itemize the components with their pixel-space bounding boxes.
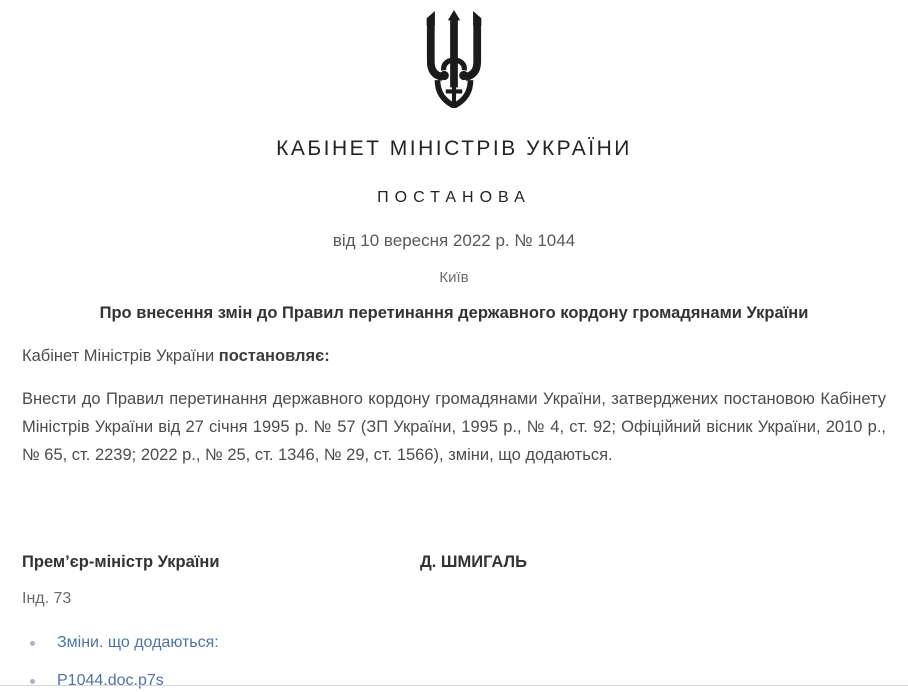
- attachment-link-changes[interactable]: Зміни. що додаються:: [57, 634, 219, 651]
- doc-title: Про внесення змін до Правил перетинання державного кордону громадянами України: [99, 304, 809, 322]
- doc-city: Київ: [439, 269, 469, 286]
- doc-date-number: від 10 вересня 2022 р. № 1044: [332, 231, 576, 250]
- attachment-list-item: [22, 632, 886, 654]
- ukraine-tryzub-icon: [423, 10, 485, 108]
- attachments-list: [22, 632, 886, 692]
- preamble: [22, 345, 886, 367]
- bullet-icon: [30, 679, 35, 684]
- attachment-list-item: [22, 670, 886, 692]
- bullet-icon: [30, 641, 35, 646]
- signer-position: Прем’єр-міністр України: [22, 553, 220, 571]
- preamble-resolves-bold: постановляє:: [218, 347, 330, 365]
- org-name-heading: КАБІНЕТ МІНІСТРІВ УКРАЇНИ: [276, 137, 632, 160]
- doc-type-label: ПОСТАНОВА: [377, 189, 531, 206]
- preamble-text: Кабінет Міністрів України: [22, 347, 219, 365]
- attachment-link-file[interactable]: P1044.doc.p7s: [57, 672, 164, 689]
- document-index: Інд. 73: [22, 590, 72, 607]
- signer-name: Д. ШМИГАЛЬ: [420, 553, 527, 571]
- signature-row: [22, 551, 886, 573]
- main-paragraph: Внести до Правил перетинання державного кордону громадянами України, затверджених постановою Кабінету Міністрів України від 27 січня 1995 р. № 57 (ЗП України, 1995 р., № 4, ст. 92; Офіційний вісник України, 2010 р., № 65, ст. 2239; 2022 р., № 25, ст. 1346, № 29, ст. 1566), зміни, що додаються.: [22, 390, 886, 464]
